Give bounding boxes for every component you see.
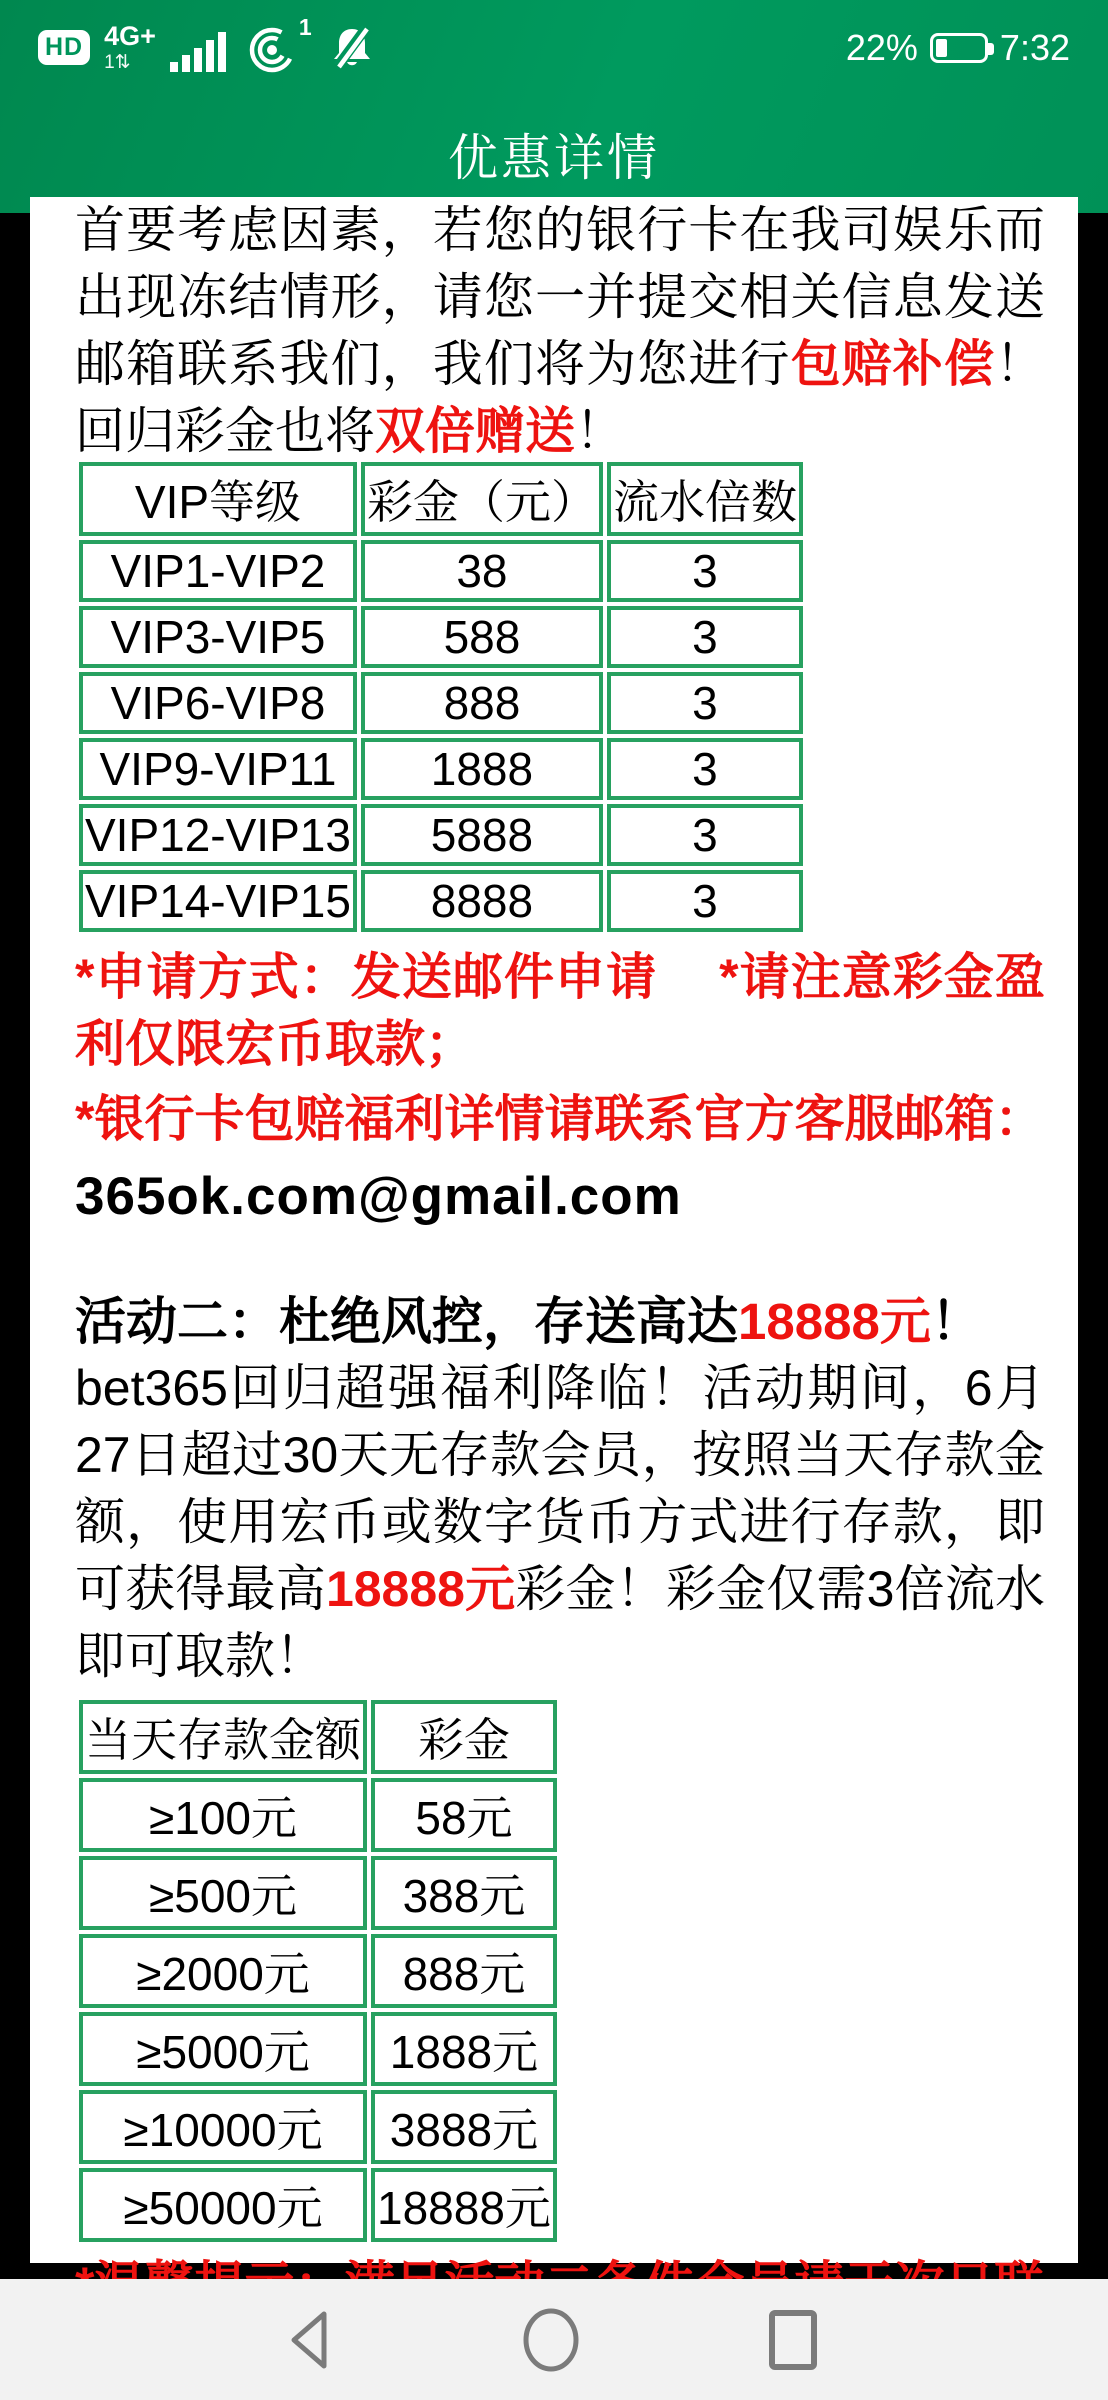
activity2-heading-amount: 18888元: [738, 1293, 931, 1350]
clock-label: 7:32: [999, 26, 1070, 68]
cell-level: VIP9-VIP11: [79, 738, 357, 800]
vip-col-turnover: 流水倍数: [607, 462, 803, 536]
cell-turnover: 3: [607, 738, 803, 800]
promo-page[interactable]: [30, 197, 1078, 2263]
activity2-heading-end: ！: [930, 1293, 982, 1350]
cell-bonus: 888元: [371, 1934, 557, 2008]
table-row: [79, 1778, 557, 1852]
para2-end-text: 彩金！彩金仅需3倍流水即可取款！: [75, 1561, 1046, 1684]
note-apply-method: [75, 944, 1045, 1078]
cell-turnover: 3: [607, 540, 803, 602]
cell-amount: ≥10000元: [79, 2090, 367, 2164]
dep-col-amount: 当天存款金额: [79, 1700, 367, 1774]
back-button[interactable]: [282, 2307, 342, 2373]
table-row: [79, 1934, 557, 2008]
table-row: [79, 2090, 557, 2164]
status-bar-right: [846, 27, 1070, 69]
cell-turnover: 3: [607, 804, 803, 866]
table-header-row: [79, 1700, 557, 1774]
cell-bonus: 8888: [361, 870, 603, 932]
para1-mid-text: ！回归彩金也将: [75, 336, 1046, 459]
home-button[interactable]: [518, 2307, 584, 2373]
cell-turnover: 3: [607, 672, 803, 734]
note-withdraw-text: *请注意彩金盈利仅限宏币取款；: [75, 949, 1045, 1072]
cell-level: VIP14-VIP15: [79, 870, 357, 932]
status-bar: [0, 0, 1108, 95]
signal-strength-icon: [170, 30, 232, 72]
activity2-heading-text: 活动二：杜绝风控，存送高达: [75, 1293, 739, 1350]
table-row: [79, 870, 803, 932]
cell-turnover: 3: [607, 606, 803, 668]
table-row: [79, 606, 803, 668]
dep-col-bonus: 彩金: [371, 1700, 557, 1774]
vip-bonus-table: [75, 458, 807, 936]
cell-bonus: 3888元: [371, 2090, 557, 2164]
cell-amount: ≥5000元: [79, 2012, 367, 2086]
cell-bonus: 1888元: [371, 2012, 557, 2086]
home-circle-icon: [518, 2307, 584, 2373]
para2-text: bet365回归超强福利降临！活动期间，6月27日超过30天无存款会员，按照当天存款金额，使用宏币或数字货币方式进行存款，即可获得最高: [75, 1360, 1045, 1617]
note-apply-text: *申请方式：发送邮件申请: [75, 949, 658, 1005]
recents-button[interactable]: [760, 2307, 826, 2373]
table-row: [79, 738, 803, 800]
cell-amount: ≥100元: [79, 1778, 367, 1852]
status-bar-left: [38, 13, 846, 74]
para1-text: 首要考虑因素，若您的银行卡在我司娱乐而出现冻结情形，请您一并提交相关信息发送邮箱联系我们，我们将为您进行: [75, 202, 1045, 392]
table-header-row: [79, 462, 803, 536]
sim-data-activity-label: 1⇅: [104, 52, 131, 73]
cell-bonus: 588: [361, 606, 603, 668]
cell-level: VIP3-VIP5: [79, 606, 357, 668]
cell-level: VIP1-VIP2: [79, 540, 357, 602]
vip-col-level: VIP等级: [79, 462, 357, 536]
cell-bonus: 888: [361, 672, 603, 734]
activity2-heading: [75, 1288, 1045, 1355]
title-bar: [0, 95, 1108, 213]
cell-bonus: 5888: [361, 804, 603, 866]
page-title: 优惠详情: [448, 130, 660, 186]
network-type-indicator: [104, 23, 156, 72]
cell-bonus: 1888: [361, 738, 603, 800]
network-type-label: 4G+: [104, 21, 156, 51]
cell-amount: ≥50000元: [79, 2168, 367, 2242]
data-saver-icon: [246, 13, 312, 74]
deposit-bonus-table: [75, 1696, 561, 2246]
data-saver-count: 1: [298, 13, 312, 40]
cell-amount: ≥500元: [79, 1856, 367, 1930]
cell-turnover: 3: [607, 870, 803, 932]
note-contact-email: *银行卡包赔福利详情请联系官方客服邮箱：: [75, 1091, 1045, 1147]
para1-highlight-compensation: 包赔补偿: [790, 336, 996, 392]
table-row: [79, 1856, 557, 1930]
para1-highlight-double: 双倍赠送: [375, 403, 575, 459]
table-row: [79, 672, 803, 734]
vip-col-bonus: 彩金（元）: [361, 462, 603, 536]
recents-square-icon: [760, 2307, 826, 2373]
support-email[interactable]: 365ok.com@gmail.com: [75, 1167, 682, 1226]
table-row: [79, 2012, 557, 2086]
back-triangle-icon: [282, 2307, 342, 2373]
para2-highlight-amount: 18888元: [325, 1561, 516, 1617]
notifications-muted-icon: [326, 22, 378, 74]
cell-level: VIP6-VIP8: [79, 672, 357, 734]
table-row: [79, 2168, 557, 2242]
table-row: [79, 540, 803, 602]
cell-amount: ≥2000元: [79, 1934, 367, 2008]
android-nav-bar: [0, 2279, 1108, 2400]
cell-bonus: 58元: [371, 1778, 557, 1852]
red-notes-block: [75, 944, 1045, 1230]
app-header: [0, 0, 1108, 213]
paragraph-activity2: [75, 1355, 1045, 1690]
cell-level: VIP12-VIP13: [79, 804, 357, 866]
table-row: [79, 804, 803, 866]
content-area: [0, 202, 1108, 2279]
battery-percent-label: 22%: [845, 26, 918, 68]
paragraph-compensation: [75, 197, 1045, 465]
cell-bonus: 18888元: [371, 2168, 557, 2242]
cell-bonus: 38: [361, 540, 603, 602]
hd-icon: HD: [38, 30, 90, 65]
para1-end-text: ！: [575, 403, 625, 459]
battery-icon: [930, 33, 988, 63]
cell-bonus: 388元: [371, 1856, 557, 1930]
